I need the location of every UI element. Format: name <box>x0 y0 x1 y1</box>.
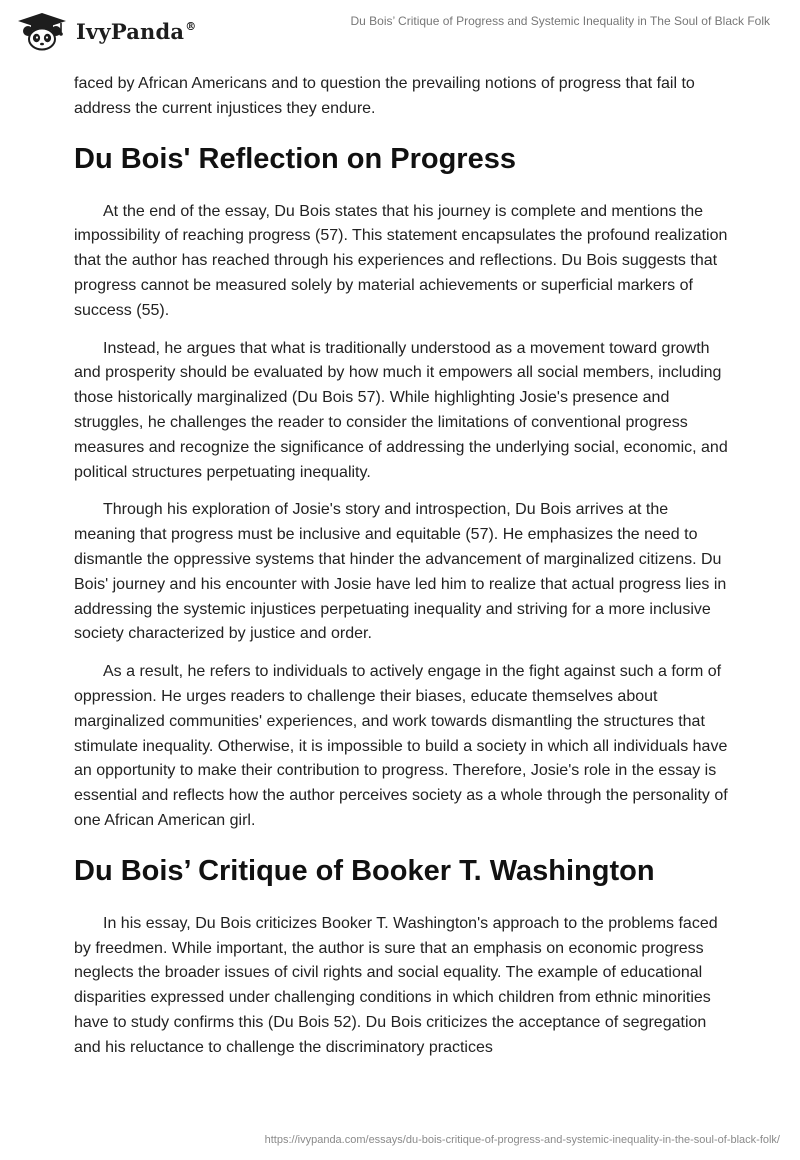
paragraph: Instead, he argues that what is traditionally understood as a movement toward growth and prosperity should be evaluated by how much it empowers all social members, including those historically marginalized (Du Bois 57). While highlighting Josie's presence and struggles, he challenges the reader to consider the limitations of conventional progress measures and recognize the significance of addressing the underlying social, economic, and political structures perpetuating inequality. <box>74 339 728 481</box>
source-url-link[interactable]: https://ivypanda.com/essays/du-bois-critique-of-progress-and-systemic-inequality-in-the-soul-of-black-folk/ <box>264 1134 780 1146</box>
document-title: Du Bois’ Critique of Progress and Systemic Inequality in The Soul of Black Folk <box>350 14 770 28</box>
paragraph: At the end of the essay, Du Bois states that his journey is complete and mentions the impossibility of reaching progress (57). This statement encapsulates the profound realization that the author has reached through his experiences and reflections. Du Bois suggests that progress cannot be measured solely by material achievements or superficial markers of success (55). <box>74 202 728 319</box>
panda-graduate-icon <box>14 11 70 51</box>
brand-name: IvyPanda® <box>76 18 197 44</box>
article-body <box>74 72 730 1074</box>
ivypanda-logo[interactable] <box>14 11 196 51</box>
page-header <box>0 0 800 60</box>
paragraph: Through his exploration of Josie's story and introspection, Du Bois arrives at the meaning that progress must be inclusive and equitable (57). He emphasizes the need to dismantle the oppressive systems that hinder the advancement of marginalized citizens. Du Bois' journey and his encounter with Josie have led him to realize that actual progress lies in addressing the systemic injustices perpetuating inequality and striving for a more inclusive society characterized by justice and order. <box>74 501 727 643</box>
section-heading-critique-of-washington: Du Bois’ Critique of Booker T. Washington <box>74 854 655 887</box>
intro-continuation-paragraph: faced by African Americans and to question the prevailing notions of progress that fail to address the current injustices they endure. <box>74 75 695 117</box>
paragraph: As a result, he refers to individuals to actively engage in the fight against such a form of oppression. He urges readers to challenge their biases, educate themselves about marginalized communities' experiences, and work towards dismantling the structures that stimulate inequality. Otherwise, it is impossible to build a society in which all individuals have an opportunity to make their contribution to progress. Therefore, Josie's role in the essay is essential and reflects how the author perceives society as a whole through the personality of one African American girl. <box>74 663 728 829</box>
section-heading-reflection-on-progress: Du Bois' Reflection on Progress <box>74 142 516 175</box>
paragraph: In his essay, Du Bois criticizes Booker T. Washington's approach to the problems faced by freedmen. While important, the author is sure that an emphasis on economic progress neglects the broader issues of civil rights and social equality. The example of educational disparities expressed under challenging conditions in which children from ethnic minorities have to study confirms this (Du Bois 52). Du Bois criticizes the acceptance of segregation and his reluctance to challenge the discriminatory practices <box>74 914 718 1056</box>
